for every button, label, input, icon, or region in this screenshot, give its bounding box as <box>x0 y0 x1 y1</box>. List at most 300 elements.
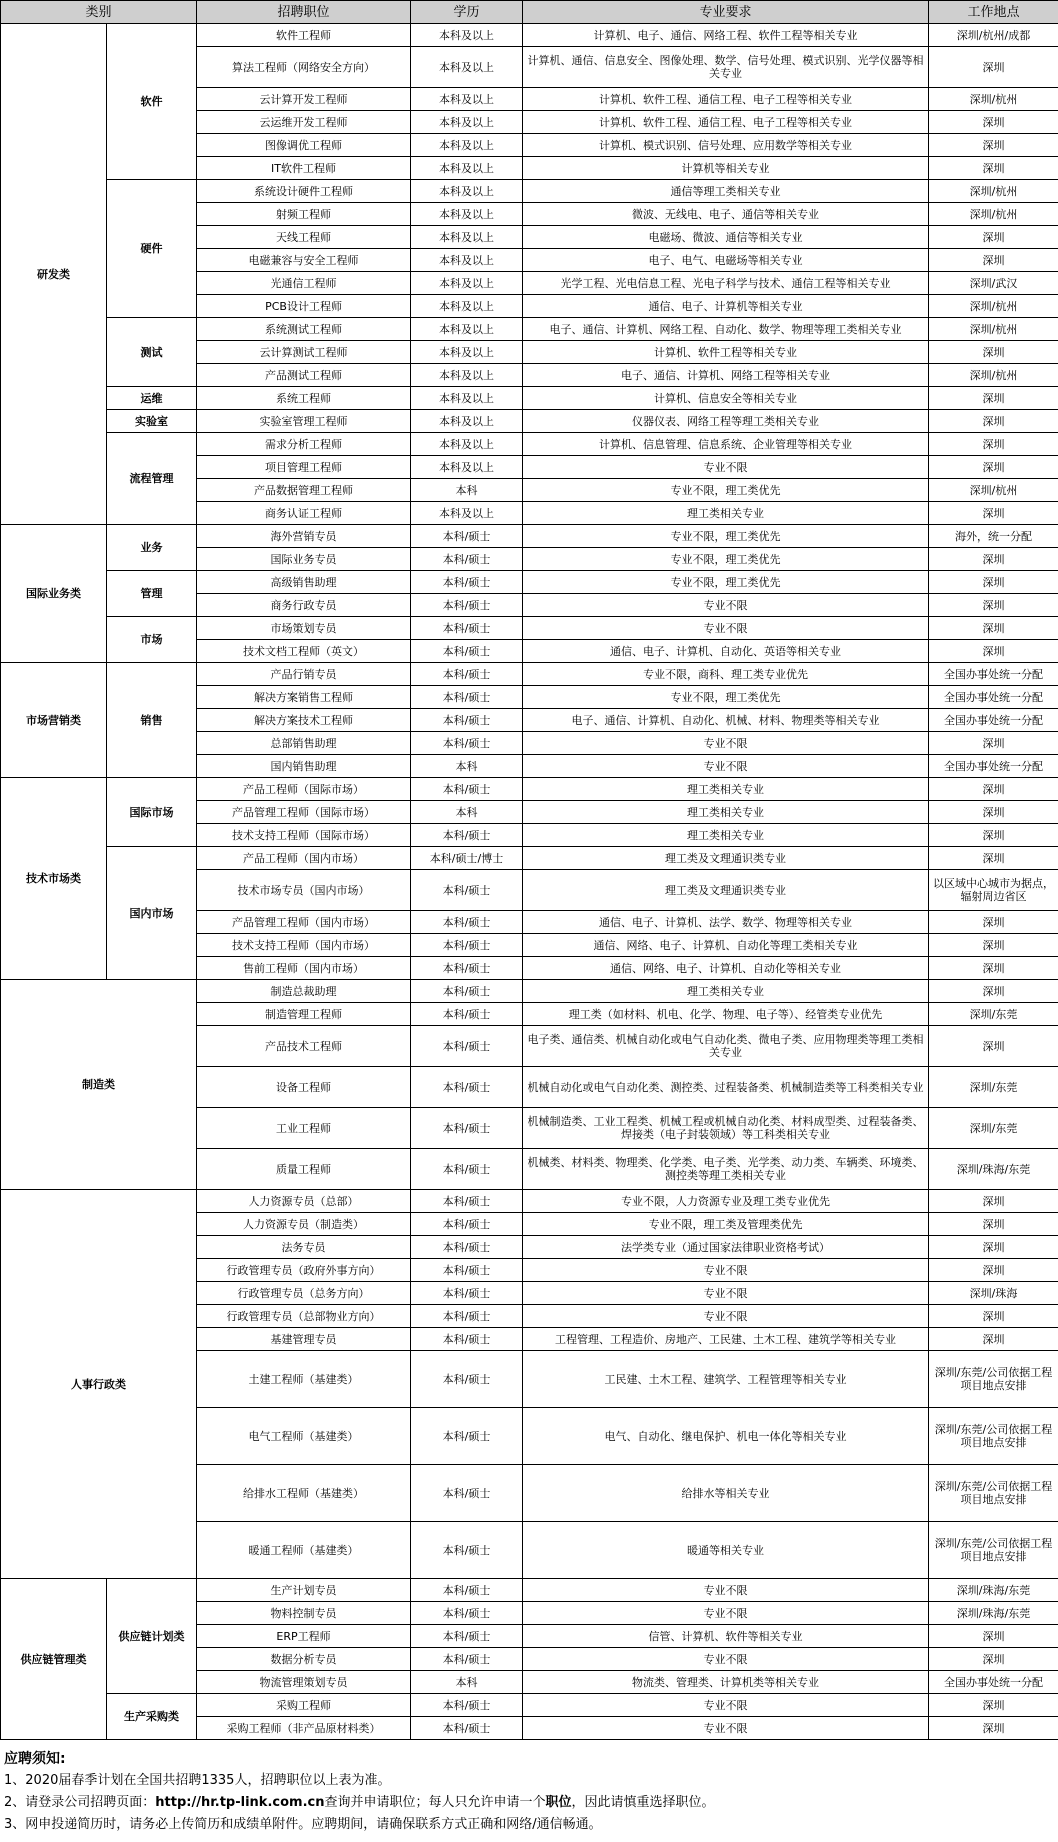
major-cell: 理工类（如材料、机电、化学、物理、电子等）、经管类专业优先 <box>523 1003 929 1026</box>
location-cell: 深圳/东莞 <box>929 1067 1058 1108</box>
position-cell: 产品数据管理工程师 <box>197 479 411 502</box>
location-cell: 深圳/杭州 <box>929 88 1058 111</box>
education-cell: 本科/硕士 <box>411 1465 523 1522</box>
table-row <box>1 525 1058 548</box>
position-cell: 云计算测试工程师 <box>197 341 411 364</box>
position-cell: 物流管理策划专员 <box>197 1671 411 1694</box>
location-cell: 深圳 <box>929 957 1058 980</box>
education-cell: 本科及以上 <box>411 157 523 180</box>
location-cell: 深圳 <box>929 47 1058 88</box>
major-cell: 计算机、通信、信息安全、图像处理、数学、信号处理、模式识别、光学仪器等相关专业 <box>523 47 929 88</box>
major-cell: 理工类及文理通识类专业 <box>523 870 929 911</box>
location-cell: 深圳 <box>929 341 1058 364</box>
subcategory-cell: 国内市场 <box>107 847 197 980</box>
notes-title: 应聘须知: <box>4 1751 66 1767</box>
education-cell: 本科/硕士 <box>411 594 523 617</box>
position-cell: 射频工程师 <box>197 203 411 226</box>
major-cell: 微波、无线电、电子、通信等相关专业 <box>523 203 929 226</box>
education-cell: 本科/硕士 <box>411 1694 523 1717</box>
location-cell: 深圳 <box>929 847 1058 870</box>
location-cell: 深圳 <box>929 571 1058 594</box>
education-cell: 本科/硕士 <box>411 686 523 709</box>
position-cell: 采购工程师 <box>197 1694 411 1717</box>
education-cell: 本科/硕士 <box>411 1259 523 1282</box>
major-cell: 电子、电气、电磁场等相关专业 <box>523 249 929 272</box>
notes-line-3: 3、网申投递简历时，请务必上传简历和成绩单附件。应聘期间，请确保联系方式正确和网络/通信畅通。 <box>4 1817 602 1832</box>
location-cell: 深圳 <box>929 934 1058 957</box>
education-cell: 本科/硕士 <box>411 934 523 957</box>
location-cell: 深圳 <box>929 824 1058 847</box>
position-cell: 暖通工程师（基建类） <box>197 1522 411 1579</box>
education-cell: 本科/硕士 <box>411 1602 523 1625</box>
position-cell: 产品测试工程师 <box>197 364 411 387</box>
subcategory-cell: 供应链计划类 <box>107 1579 197 1694</box>
education-cell: 本科/硕士 <box>411 1236 523 1259</box>
subcategory-cell: 管理 <box>107 571 197 617</box>
position-cell: 海外营销专员 <box>197 525 411 548</box>
location-cell: 深圳/杭州 <box>929 203 1058 226</box>
major-cell: 通信、网络、电子、计算机、自动化等理工类相关专业 <box>523 934 929 957</box>
education-cell: 本科/硕士 <box>411 617 523 640</box>
major-cell: 专业不限，理工类优先 <box>523 525 929 548</box>
position-cell: 数据分析专员 <box>197 1648 411 1671</box>
major-cell: 电气、自动化、继电保护、机电一体化等相关专业 <box>523 1408 929 1465</box>
location-cell: 深圳 <box>929 1328 1058 1351</box>
position-cell: 算法工程师（网络安全方向） <box>197 47 411 88</box>
position-cell: 产品技术工程师 <box>197 1026 411 1067</box>
major-cell: 专业不限 <box>523 755 929 778</box>
major-cell: 专业不限 <box>523 732 929 755</box>
position-cell: 系统设计硬件工程师 <box>197 180 411 203</box>
education-cell: 本科/硕士 <box>411 778 523 801</box>
education-cell: 本科及以上 <box>411 226 523 249</box>
location-cell: 深圳 <box>929 980 1058 1003</box>
notes-line-1: 1、2020届春季计划在全国共招聘1335人，招聘职位以上表为准。 <box>4 1773 391 1788</box>
education-cell: 本科及以上 <box>411 203 523 226</box>
education-cell: 本科及以上 <box>411 180 523 203</box>
education-cell: 本科及以上 <box>411 47 523 88</box>
education-cell: 本科 <box>411 479 523 502</box>
location-cell: 深圳/东莞 <box>929 1003 1058 1026</box>
major-cell: 仪器仪表、网络工程等理工类相关专业 <box>523 410 929 433</box>
position-cell: 图像调优工程师 <box>197 134 411 157</box>
position-cell: 采购工程师（非产品原材料类） <box>197 1717 411 1740</box>
education-cell: 本科/硕士 <box>411 1648 523 1671</box>
location-cell: 深圳 <box>929 134 1058 157</box>
location-cell: 以区域中心城市为据点，辐射周边省区 <box>929 870 1058 911</box>
table-row <box>1 24 1058 47</box>
location-cell: 全国办事处统一分配 <box>929 755 1058 778</box>
major-cell: 暖通等相关专业 <box>523 1522 929 1579</box>
major-cell: 电子类、通信类、机械自动化或电气自动化类、微电子类、应用物理类等理工类相关专业 <box>523 1026 929 1067</box>
location-cell: 深圳 <box>929 1259 1058 1282</box>
location-cell: 深圳/杭州 <box>929 318 1058 341</box>
subcategory-cell: 流程管理 <box>107 433 197 525</box>
major-cell: 专业不限，理工类优先 <box>523 686 929 709</box>
location-cell: 深圳 <box>929 1717 1058 1740</box>
major-cell: 计算机、软件工程、通信工程、电子工程等相关专业 <box>523 88 929 111</box>
major-cell: 专业不限 <box>523 1282 929 1305</box>
header-education: 学历 <box>411 1 523 24</box>
education-cell: 本科及以上 <box>411 318 523 341</box>
category-cell: 研发类 <box>1 24 107 525</box>
education-cell: 本科 <box>411 755 523 778</box>
table-body <box>1 24 1058 1740</box>
subcategory-cell: 测试 <box>107 318 197 387</box>
education-cell: 本科 <box>411 801 523 824</box>
location-cell: 深圳/珠海/东莞 <box>929 1149 1058 1190</box>
position-cell: 高级销售助理 <box>197 571 411 594</box>
position-cell: 技术市场专员（国内市场） <box>197 870 411 911</box>
location-cell: 深圳/东莞/公司依据工程项目地点安排 <box>929 1465 1058 1522</box>
education-cell: 本科及以上 <box>411 502 523 525</box>
location-cell: 全国办事处统一分配 <box>929 709 1058 732</box>
subcategory-cell: 业务 <box>107 525 197 571</box>
position-cell: 解决方案销售工程师 <box>197 686 411 709</box>
subcategory-cell: 生产采购类 <box>107 1694 197 1740</box>
position-cell: 售前工程师（国内市场） <box>197 957 411 980</box>
position-cell: 技术支持工程师（国内市场） <box>197 934 411 957</box>
location-cell: 深圳 <box>929 640 1058 663</box>
position-cell: 需求分析工程师 <box>197 433 411 456</box>
position-cell: 技术支持工程师（国际市场） <box>197 824 411 847</box>
education-cell: 本科/硕士 <box>411 732 523 755</box>
major-cell: 工民建、土木工程、建筑学、工程管理等相关专业 <box>523 1351 929 1408</box>
location-cell: 深圳/珠海 <box>929 1282 1058 1305</box>
position-cell: 人力资源专员（制造类） <box>197 1213 411 1236</box>
position-cell: 产品工程师（国内市场） <box>197 847 411 870</box>
position-cell: 质量工程师 <box>197 1149 411 1190</box>
position-cell: 基建管理专员 <box>197 1328 411 1351</box>
position-cell: 制造总裁助理 <box>197 980 411 1003</box>
location-cell: 深圳/东莞/公司依据工程项目地点安排 <box>929 1351 1058 1408</box>
education-cell: 本科/硕士 <box>411 1328 523 1351</box>
position-cell: 总部销售助理 <box>197 732 411 755</box>
category-cell: 技术市场类 <box>1 778 107 980</box>
table-row <box>1 847 1058 870</box>
education-cell: 本科/硕士 <box>411 957 523 980</box>
position-cell: 产品管理工程师（国内市场） <box>197 911 411 934</box>
position-cell: 云运维开发工程师 <box>197 111 411 134</box>
position-cell: 产品工程师（国际市场） <box>197 778 411 801</box>
position-cell: 制造管理工程师 <box>197 1003 411 1026</box>
notes-line-2 <box>4 1792 1054 1814</box>
major-cell: 专业不限 <box>523 456 929 479</box>
major-cell: 给排水等相关专业 <box>523 1465 929 1522</box>
major-cell: 专业不限 <box>523 1648 929 1671</box>
location-cell: 深圳 <box>929 732 1058 755</box>
major-cell: 通信、电子、计算机等相关专业 <box>523 295 929 318</box>
position-cell: 物料控制专员 <box>197 1602 411 1625</box>
header-category: 类别 <box>1 1 197 24</box>
header-location: 工作地点 <box>929 1 1058 24</box>
position-cell: PCB设计工程师 <box>197 295 411 318</box>
position-cell: 工业工程师 <box>197 1108 411 1149</box>
position-cell: 系统工程师 <box>197 387 411 410</box>
position-cell: 国内销售助理 <box>197 755 411 778</box>
education-cell: 本科及以上 <box>411 88 523 111</box>
location-cell: 深圳 <box>929 548 1058 571</box>
major-cell: 机械类、材料类、物理类、化学类、电子类、光学类、动力类、车辆类、环境类、测控类等理工类相关专业 <box>523 1149 929 1190</box>
position-cell: 技术文档工程师（英文） <box>197 640 411 663</box>
major-cell: 通信、电子、计算机、自动化、英语等相关专业 <box>523 640 929 663</box>
major-cell: 理工类及文理通识类专业 <box>523 847 929 870</box>
position-cell: 行政管理专员（政府外事方向） <box>197 1259 411 1282</box>
position-cell: 云计算开发工程师 <box>197 88 411 111</box>
education-cell: 本科 <box>411 1671 523 1694</box>
education-cell: 本科/硕士 <box>411 640 523 663</box>
location-cell: 深圳 <box>929 1694 1058 1717</box>
category-cell: 制造类 <box>1 980 197 1190</box>
location-cell: 深圳 <box>929 1190 1058 1213</box>
table-row <box>1 180 1058 203</box>
location-cell: 深圳 <box>929 617 1058 640</box>
position-cell: 人力资源专员（总部） <box>197 1190 411 1213</box>
major-cell: 专业不限，理工类优先 <box>523 548 929 571</box>
education-cell: 本科/硕士 <box>411 1305 523 1328</box>
subcategory-cell: 销售 <box>107 663 197 778</box>
table-row <box>1 617 1058 640</box>
location-cell: 深圳/东莞 <box>929 1108 1058 1149</box>
location-cell: 深圳 <box>929 387 1058 410</box>
major-cell: 专业不限，理工类优先 <box>523 479 929 502</box>
location-cell: 深圳/杭州 <box>929 180 1058 203</box>
major-cell: 理工类相关专业 <box>523 824 929 847</box>
major-cell: 机械自动化或电气自动化类、测控类、过程装备类、机械制造类等工科类相关专业 <box>523 1067 929 1108</box>
subcategory-cell: 运维 <box>107 387 197 410</box>
position-cell: 土建工程师（基建类） <box>197 1351 411 1408</box>
position-cell: 行政管理专员（总务方向） <box>197 1282 411 1305</box>
education-cell: 本科/硕士 <box>411 1067 523 1108</box>
location-cell: 深圳/杭州 <box>929 295 1058 318</box>
education-cell: 本科/硕士 <box>411 1579 523 1602</box>
notes-line-2-prefix: 2、请登录公司招聘页面： <box>4 1795 156 1810</box>
education-cell: 本科及以上 <box>411 341 523 364</box>
major-cell: 通信等理工类相关专业 <box>523 180 929 203</box>
location-cell: 深圳 <box>929 456 1058 479</box>
location-cell: 深圳 <box>929 502 1058 525</box>
location-cell: 深圳 <box>929 1625 1058 1648</box>
major-cell: 计算机、信息安全等相关专业 <box>523 387 929 410</box>
position-cell: 项目管理工程师 <box>197 456 411 479</box>
major-cell: 通信、网络、电子、计算机、自动化等相关专业 <box>523 957 929 980</box>
major-cell: 理工类相关专业 <box>523 778 929 801</box>
location-cell: 全国办事处统一分配 <box>929 663 1058 686</box>
major-cell: 专业不限 <box>523 1579 929 1602</box>
table-row <box>1 778 1058 801</box>
notes-line-2-emphasis: 职位 <box>545 1795 572 1810</box>
table-row <box>1 1579 1058 1602</box>
category-cell: 市场营销类 <box>1 663 107 778</box>
position-cell: 软件工程师 <box>197 24 411 47</box>
notes-line-2-suffix: ，因此请慎重选择职位。 <box>571 1795 715 1810</box>
major-cell: 专业不限，人力资源专业及理工类专业优先 <box>523 1190 929 1213</box>
major-cell: 电磁场、微波、通信等相关专业 <box>523 226 929 249</box>
major-cell: 专业不限，理工类优先 <box>523 571 929 594</box>
location-cell: 深圳 <box>929 1213 1058 1236</box>
education-cell: 本科及以上 <box>411 272 523 295</box>
table-row <box>1 1190 1058 1213</box>
location-cell: 深圳/东莞/公司依据工程项目地点安排 <box>929 1522 1058 1579</box>
table-row <box>1 387 1058 410</box>
location-cell: 全国办事处统一分配 <box>929 1671 1058 1694</box>
position-cell: 电磁兼容与安全工程师 <box>197 249 411 272</box>
position-cell: 商务认证工程师 <box>197 502 411 525</box>
category-cell: 人事行政类 <box>1 1190 197 1579</box>
position-cell: IT软件工程师 <box>197 157 411 180</box>
education-cell: 本科/硕士 <box>411 1282 523 1305</box>
position-cell: 设备工程师 <box>197 1067 411 1108</box>
table-row <box>1 1694 1058 1717</box>
location-cell: 全国办事处统一分配 <box>929 686 1058 709</box>
position-cell: 市场策划专员 <box>197 617 411 640</box>
location-cell: 深圳 <box>929 111 1058 134</box>
category-cell: 供应链管理类 <box>1 1579 107 1740</box>
education-cell: 本科/硕士 <box>411 1190 523 1213</box>
position-cell: 光通信工程师 <box>197 272 411 295</box>
education-cell: 本科/硕士 <box>411 1213 523 1236</box>
position-cell: 天线工程师 <box>197 226 411 249</box>
table-row <box>1 571 1058 594</box>
major-cell: 电子、通信、计算机、网络工程、自动化、数学、物理等理工类相关专业 <box>523 318 929 341</box>
location-cell: 深圳 <box>929 249 1058 272</box>
education-cell: 本科及以上 <box>411 111 523 134</box>
location-cell: 深圳 <box>929 801 1058 824</box>
major-cell: 专业不限 <box>523 1602 929 1625</box>
major-cell: 物流类、管理类、计算机类等相关专业 <box>523 1671 929 1694</box>
subcategory-cell: 硬件 <box>107 180 197 318</box>
education-cell: 本科/硕士 <box>411 663 523 686</box>
education-cell: 本科/硕士 <box>411 709 523 732</box>
education-cell: 本科/硕士 <box>411 1717 523 1740</box>
major-cell: 计算机、信息管理、信息系统、企业管理等相关专业 <box>523 433 929 456</box>
location-cell: 深圳 <box>929 778 1058 801</box>
major-cell: 专业不限，理工类及管理类优先 <box>523 1213 929 1236</box>
table-header-row <box>1 1 1058 24</box>
location-cell: 深圳 <box>929 410 1058 433</box>
major-cell: 理工类相关专业 <box>523 502 929 525</box>
location-cell: 深圳 <box>929 1648 1058 1671</box>
education-cell: 本科/硕士 <box>411 870 523 911</box>
education-cell: 本科/硕士 <box>411 1108 523 1149</box>
major-cell: 专业不限 <box>523 1717 929 1740</box>
subcategory-cell: 软件 <box>107 24 197 180</box>
major-cell: 理工类相关专业 <box>523 980 929 1003</box>
position-cell: 电气工程师（基建类） <box>197 1408 411 1465</box>
position-cell: 给排水工程师（基建类） <box>197 1465 411 1522</box>
subcategory-cell: 实验室 <box>107 410 197 433</box>
education-cell: 本科/硕士 <box>411 980 523 1003</box>
education-cell: 本科及以上 <box>411 134 523 157</box>
major-cell: 计算机等相关专业 <box>523 157 929 180</box>
position-cell: 行政管理专员（总部物业方向） <box>197 1305 411 1328</box>
location-cell: 深圳 <box>929 1026 1058 1067</box>
position-cell: 产品行销专员 <box>197 663 411 686</box>
major-cell: 信管、计算机、软件等相关专业 <box>523 1625 929 1648</box>
education-cell: 本科及以上 <box>411 249 523 272</box>
major-cell: 法学类专业（通过国家法律职业资格考试） <box>523 1236 929 1259</box>
notes-line-2-middle: 查询并申请职位；每人只允许申请一个 <box>324 1795 546 1810</box>
category-cell: 国际业务类 <box>1 525 107 663</box>
major-cell: 专业不限 <box>523 1305 929 1328</box>
education-cell: 本科及以上 <box>411 364 523 387</box>
major-cell: 专业不限 <box>523 594 929 617</box>
table-row <box>1 433 1058 456</box>
location-cell: 深圳 <box>929 226 1058 249</box>
location-cell: 深圳/杭州 <box>929 364 1058 387</box>
education-cell: 本科/硕士 <box>411 1351 523 1408</box>
education-cell: 本科及以上 <box>411 387 523 410</box>
major-cell: 计算机、模式识别、信号处理、应用数学等相关专业 <box>523 134 929 157</box>
location-cell: 深圳/珠海/东莞 <box>929 1602 1058 1625</box>
location-cell: 深圳 <box>929 911 1058 934</box>
education-cell: 本科/硕士 <box>411 911 523 934</box>
position-cell: 商务行政专员 <box>197 594 411 617</box>
recruitment-url-link[interactable]: http://hr.tp-link.com.cn <box>155 1795 325 1810</box>
header-major: 专业要求 <box>523 1 929 24</box>
subcategory-cell: 国际市场 <box>107 778 197 847</box>
major-cell: 计算机、软件工程等相关专业 <box>523 341 929 364</box>
location-cell: 深圳 <box>929 1305 1058 1328</box>
location-cell: 深圳 <box>929 157 1058 180</box>
education-cell: 本科/硕士 <box>411 1003 523 1026</box>
position-cell: 生产计划专员 <box>197 1579 411 1602</box>
position-cell: 产品管理工程师（国际市场） <box>197 801 411 824</box>
location-cell: 深圳/杭州 <box>929 479 1058 502</box>
major-cell: 电子、通信、计算机、自动化、机械、材料、物理类等相关专业 <box>523 709 929 732</box>
major-cell: 理工类相关专业 <box>523 801 929 824</box>
application-notes <box>0 1740 1058 1836</box>
education-cell: 本科/硕士 <box>411 525 523 548</box>
location-cell: 深圳/武汉 <box>929 272 1058 295</box>
major-cell: 机械制造类、工业工程类、机械工程或机械自动化类、材料成型类、过程装备类、焊接类（电子封装领域）等工科类相关专业 <box>523 1108 929 1149</box>
major-cell: 计算机、软件工程、通信工程、电子工程等相关专业 <box>523 111 929 134</box>
location-cell: 深圳 <box>929 433 1058 456</box>
education-cell: 本科/硕士 <box>411 1522 523 1579</box>
major-cell: 工程管理、工程造价、房地产、工民建、土木工程、建筑学等相关专业 <box>523 1328 929 1351</box>
location-cell: 深圳 <box>929 1236 1058 1259</box>
table-row <box>1 980 1058 1003</box>
position-cell: 解决方案技术工程师 <box>197 709 411 732</box>
education-cell: 本科/硕士 <box>411 1149 523 1190</box>
major-cell: 电子、通信、计算机、网络工程等相关专业 <box>523 364 929 387</box>
education-cell: 本科及以上 <box>411 433 523 456</box>
location-cell: 深圳/杭州/成都 <box>929 24 1058 47</box>
education-cell: 本科/硕士 <box>411 1026 523 1067</box>
major-cell: 专业不限 <box>523 1694 929 1717</box>
education-cell: 本科及以上 <box>411 456 523 479</box>
header-position: 招聘职位 <box>197 1 411 24</box>
position-cell: 法务专员 <box>197 1236 411 1259</box>
location-cell: 深圳/东莞/公司依据工程项目地点安排 <box>929 1408 1058 1465</box>
position-cell: 系统测试工程师 <box>197 318 411 341</box>
education-cell: 本科/硕士/博士 <box>411 847 523 870</box>
position-cell: 实验室管理工程师 <box>197 410 411 433</box>
education-cell: 本科及以上 <box>411 410 523 433</box>
education-cell: 本科及以上 <box>411 295 523 318</box>
major-cell: 专业不限 <box>523 1259 929 1282</box>
position-cell: ERP工程师 <box>197 1625 411 1648</box>
table-row <box>1 318 1058 341</box>
location-cell: 深圳 <box>929 594 1058 617</box>
major-cell: 专业不限 <box>523 617 929 640</box>
education-cell: 本科/硕士 <box>411 1625 523 1648</box>
major-cell: 专业不限，商科、理工类专业优先 <box>523 663 929 686</box>
table-row <box>1 663 1058 686</box>
location-cell: 深圳/珠海/东莞 <box>929 1579 1058 1602</box>
major-cell: 通信、电子、计算机、法学、数学、物理等相关专业 <box>523 911 929 934</box>
education-cell: 本科/硕士 <box>411 548 523 571</box>
